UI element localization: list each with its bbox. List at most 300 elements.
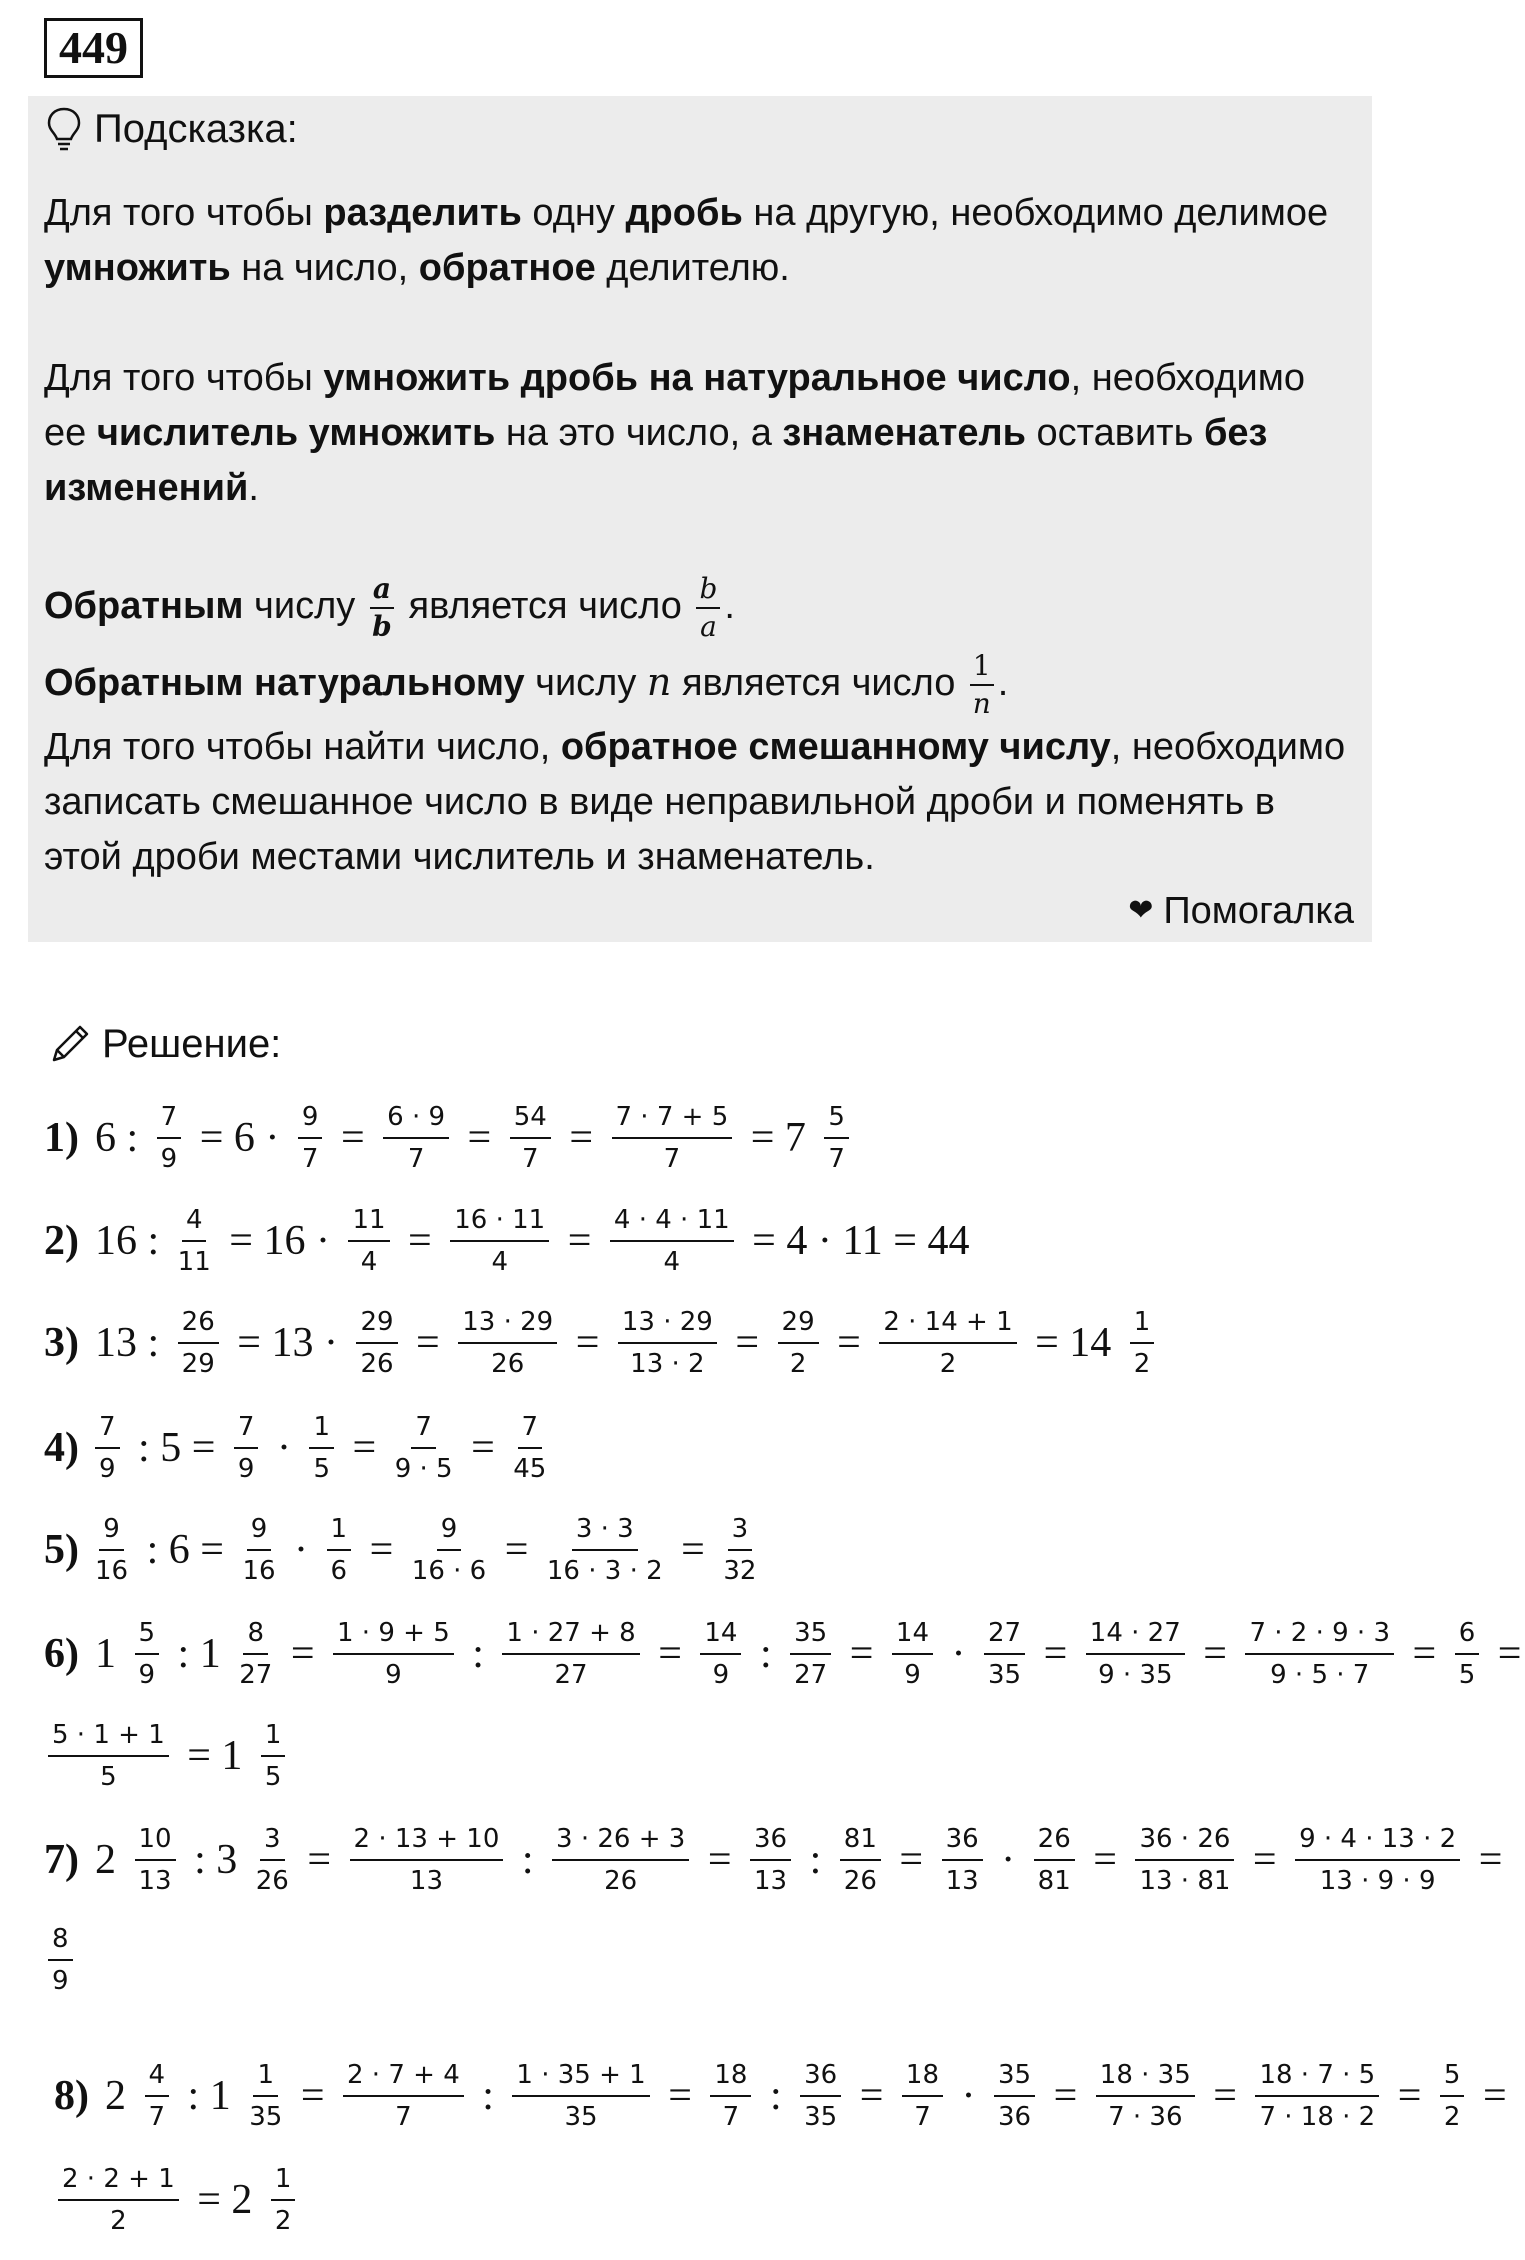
math-text: · [951, 2073, 987, 2119]
text: , необходимо ее [44, 357, 1306, 454]
hint-body [44, 186, 1354, 885]
numerator: 81 [840, 1822, 881, 1861]
fraction [48, 1922, 73, 1998]
hint-paragraph-2 [44, 351, 1354, 516]
denominator: 9 [712, 1660, 730, 1690]
denominator: 7 · 18 · 2 [1259, 2102, 1376, 2132]
denominator: b [372, 609, 392, 643]
fraction [135, 1822, 176, 1898]
fraction [800, 2058, 841, 2134]
math-text: = [558, 1115, 604, 1161]
fraction [1135, 1822, 1234, 1898]
math-text: = 7 [740, 1115, 817, 1161]
math-text: = [724, 1320, 770, 1366]
math-text: = [397, 1218, 443, 1264]
numerator: 6 · 9 [383, 1100, 449, 1139]
math-text: : [799, 1837, 832, 1883]
fraction [994, 2058, 1035, 2134]
denominator: 9 [99, 1454, 116, 1484]
numerator: 8 [243, 1616, 268, 1655]
denominator: a [700, 609, 717, 643]
solution-line [44, 1305, 1158, 1381]
hint-box [28, 96, 1372, 942]
fraction [750, 1822, 791, 1898]
fraction [95, 1512, 128, 1588]
text: Для того чтобы найти число, [44, 725, 561, 768]
denominator: 9 · 35 [1098, 1660, 1173, 1690]
numerator: 18 [902, 2058, 943, 2097]
fraction [824, 1100, 849, 1176]
numerator: 5 · 1 + 1 [48, 1718, 169, 1757]
numerator: 36 [800, 2058, 841, 2097]
hint-paragraph-4 [44, 646, 1354, 720]
hint-paragraph-1 [44, 186, 1354, 296]
text: является число [397, 585, 693, 627]
math-text: = [342, 1425, 387, 1471]
denominator: 26 [360, 1349, 394, 1379]
numerator: 1 · 35 + 1 [512, 2058, 649, 2097]
math-text: · [990, 1837, 1026, 1883]
math-text: 16 : [95, 1218, 170, 1264]
solution-header [46, 1020, 281, 1068]
bold-text: обратное смешанному числу [560, 725, 1111, 768]
solution-line [44, 1100, 853, 1176]
numerator: 3 [728, 1512, 753, 1551]
bold-text: дробь [625, 192, 743, 234]
fraction [700, 1616, 741, 1692]
denominator: 27 [239, 1660, 273, 1690]
fraction [234, 1410, 259, 1486]
fraction [348, 1203, 389, 1279]
numerator: 1 [327, 1512, 352, 1551]
math-text: = [849, 2073, 894, 2119]
numerator: 3 [260, 1822, 285, 1861]
numerator: 5 [135, 1616, 160, 1655]
numerator: 7 [518, 1410, 543, 1449]
numerator: 18 [710, 2058, 751, 2097]
denominator: 16 [95, 1556, 129, 1586]
math-text: = 6 · [189, 1115, 290, 1161]
fraction [1034, 1822, 1075, 1898]
denominator: 2 [274, 2206, 292, 2236]
fraction [309, 1410, 334, 1486]
fraction [95, 1410, 120, 1486]
numerator: 7 [95, 1410, 120, 1449]
solution-line [44, 1410, 550, 1486]
fraction [892, 1616, 933, 1692]
bold-text: Обратным [44, 585, 244, 627]
math-text: = [670, 1527, 716, 1573]
math-text: = [1033, 1631, 1078, 1677]
line-label: 2) [44, 1218, 79, 1264]
numerator: 2 · 13 + 10 [350, 1822, 504, 1861]
denominator: 2 [110, 2206, 127, 2236]
math-text: = [697, 1837, 743, 1883]
denominator: 35 [988, 1660, 1022, 1690]
text: Для того чтобы [44, 192, 324, 234]
text: числу [243, 585, 366, 627]
denominator: 4 [663, 1247, 681, 1277]
numerator: 14 [700, 1616, 741, 1655]
solution-line [44, 1203, 973, 1279]
math-text: = [657, 2073, 703, 2119]
denominator: 35 [564, 2102, 598, 2132]
fraction [1096, 2058, 1195, 2134]
numerator: 9 [99, 1512, 124, 1551]
heart-icon: ❤ [1128, 894, 1154, 927]
fraction [1086, 1616, 1185, 1692]
fraction [513, 1410, 546, 1486]
bold-text: умножить дробь на натуральное число [323, 357, 1071, 399]
math-text: = [888, 1837, 934, 1883]
math-text: : 3 [183, 1837, 248, 1883]
fraction [1255, 2058, 1379, 2134]
numerator: 1 [261, 1718, 286, 1757]
fraction [48, 1718, 169, 1794]
fraction [552, 1822, 689, 1898]
math-text: = 2 [186, 2177, 263, 2223]
bold-text: без изменений [44, 412, 1268, 509]
variable: n [646, 660, 672, 704]
numerator: 7 · 7 + 5 [612, 1100, 733, 1139]
denominator: 9 [138, 1660, 156, 1690]
math-text: = [1043, 2073, 1088, 2119]
numerator: 16 · 11 [450, 1203, 549, 1242]
fraction [157, 1100, 182, 1176]
fraction [696, 573, 720, 643]
numerator: 35 [994, 2058, 1035, 2097]
numerator: 1 [253, 2058, 278, 2097]
math-text: = [839, 1631, 884, 1677]
task-number: 449 [44, 18, 143, 78]
denominator: 7 [301, 1144, 319, 1174]
fraction [512, 2058, 649, 2134]
solution-line [44, 1822, 1506, 1898]
denominator: 35 [249, 2102, 283, 2132]
denominator: 27 [554, 1660, 588, 1690]
fraction [547, 1512, 663, 1588]
bold-text: знаменатель [782, 412, 1026, 454]
fraction [1245, 1616, 1394, 1692]
bold-text: обратное [418, 247, 596, 289]
denominator: 7 [828, 1144, 845, 1174]
numerator: 18 · 35 [1096, 2058, 1195, 2097]
denominator: 5 [100, 1762, 117, 1792]
fraction [261, 1718, 286, 1794]
denominator: 26 [255, 1866, 289, 1896]
denominator: 2 [789, 1349, 807, 1379]
line-label: 5) [44, 1527, 79, 1573]
fraction [370, 573, 394, 643]
denominator: 13 · 2 [630, 1349, 705, 1379]
math-text: = 13 · [226, 1320, 349, 1366]
denominator: 7 [722, 2102, 740, 2132]
numerator: 6 [1455, 1616, 1480, 1655]
denominator: 9 · 5 [394, 1454, 453, 1484]
denominator: 9 [52, 1966, 69, 1996]
solution-line [54, 2058, 1511, 2134]
line-label: 7) [44, 1837, 79, 1883]
hint-header [46, 106, 298, 152]
numerator: 1 [271, 2162, 296, 2201]
denominator: 9 [904, 1660, 921, 1690]
math-text: : [759, 2073, 793, 2119]
fraction [395, 1410, 453, 1486]
line-label: 6) [44, 1631, 79, 1677]
denominator: 5 [1458, 1660, 1476, 1690]
numerator: 29 [778, 1305, 819, 1344]
fraction [502, 1616, 639, 1692]
numerator: 29 [356, 1305, 397, 1344]
math-text: 2 [95, 1837, 127, 1883]
fraction [510, 1100, 551, 1176]
numerator: 4 [182, 1203, 207, 1242]
math-text: = [1202, 2073, 1248, 2119]
fraction [256, 1822, 289, 1898]
denominator: 7 [407, 1144, 425, 1174]
numerator: 7 [157, 1100, 182, 1139]
lightbulb-icon [46, 106, 82, 152]
numerator: 13 · 29 [458, 1305, 557, 1344]
math-text: · [266, 1425, 302, 1471]
fraction [1130, 1305, 1155, 1381]
denominator: 13 · 81 [1139, 1866, 1231, 1896]
denominator: 13 [409, 1866, 443, 1896]
denominator: 26 [843, 1866, 877, 1896]
fraction [450, 1203, 549, 1279]
text: оставить [1025, 412, 1204, 454]
fraction [383, 1100, 449, 1176]
bold-text: разделить [323, 192, 522, 234]
numerator: 1 · 9 + 5 [333, 1616, 454, 1655]
math-text: = [330, 1115, 376, 1161]
math-text: = [296, 1837, 342, 1883]
denominator: 7 [395, 2102, 412, 2132]
denominator: 7 [148, 2102, 166, 2132]
denominator: 36 [998, 2102, 1032, 2132]
hint-title: Подсказка: [94, 106, 298, 151]
denominator: 45 [513, 1454, 547, 1484]
numerator: 27 [984, 1616, 1025, 1655]
denominator: 2 [939, 1349, 957, 1379]
denominator: 9 [385, 1660, 402, 1690]
fraction [458, 1305, 557, 1381]
math-text: = [290, 2073, 335, 2119]
numerator: 18 · 7 · 5 [1255, 2058, 1379, 2097]
math-text: = [1242, 1837, 1288, 1883]
math-text: : [471, 2073, 505, 2119]
numerator: 2 · 2 + 1 [58, 2162, 179, 2201]
math-text: = 4 · 11 = 44 [741, 1218, 970, 1264]
denominator: 35 [804, 2102, 838, 2132]
denominator: 29 [181, 1349, 215, 1379]
bold-text: Обратным натуральному [44, 662, 525, 704]
denominator: 16 · 3 · 2 [546, 1556, 663, 1586]
denominator: 5 [264, 1762, 282, 1792]
math-text: 2 [105, 2073, 137, 2119]
denominator: 6 [330, 1556, 348, 1586]
math-text: = [1468, 1837, 1503, 1883]
fraction [723, 1512, 756, 1588]
bold-text: умножить [44, 247, 231, 289]
denominator: 27 [794, 1660, 828, 1690]
hint-paragraph-5 [44, 720, 1354, 885]
math-text: = [557, 1218, 602, 1264]
numerator: 36 · 26 [1135, 1822, 1234, 1861]
text: . [724, 585, 735, 627]
fraction [343, 2058, 464, 2134]
denominator: n [972, 686, 991, 720]
denominator: 13 · 9 · 9 [1319, 1866, 1436, 1896]
math-text: : 1 [177, 2073, 242, 2119]
solution-line [44, 1922, 77, 1998]
numerator: 5 [1440, 2058, 1465, 2097]
math-text: : 6 = [136, 1527, 235, 1573]
denominator: 9 · 5 · 7 [1270, 1660, 1370, 1690]
fraction [145, 2058, 170, 2134]
signature [1128, 886, 1354, 936]
numerator: 2 · 14 + 1 [879, 1305, 1016, 1344]
fraction [58, 2162, 179, 2238]
denominator: 16 · 6 [411, 1556, 487, 1586]
math-text: = [565, 1320, 610, 1366]
math-text: · [283, 1527, 319, 1573]
math-text: = [1472, 2073, 1507, 2119]
numerator: 7 · 2 · 9 · 3 [1245, 1616, 1394, 1655]
fraction [135, 1616, 160, 1692]
hint-paragraph-3 [44, 566, 1354, 646]
math-text: : 1 [167, 1631, 232, 1677]
numerator: 3 · 26 + 3 [552, 1822, 689, 1861]
math-text: = [1387, 2073, 1432, 2119]
numerator: 26 [1034, 1822, 1075, 1861]
math-text: : [749, 1631, 783, 1677]
fraction [778, 1305, 819, 1381]
fraction [178, 1203, 211, 1279]
numerator: 26 [178, 1305, 219, 1344]
pencil-icon [46, 1020, 94, 1068]
text: на другую, необходимо делимое [742, 192, 1329, 234]
math-text: 6 : [95, 1115, 149, 1161]
numerator: 36 [942, 1822, 983, 1861]
numerator: 7 [411, 1410, 436, 1449]
denominator: 7 · 36 [1108, 2102, 1183, 2132]
text: . [248, 467, 259, 509]
numerator: 4 · 4 · 11 [610, 1203, 734, 1242]
numerator: 9 [247, 1512, 272, 1551]
numerator: 11 [348, 1203, 389, 1242]
numerator: 8 [48, 1922, 73, 1961]
fraction [242, 1512, 275, 1588]
solution-line [44, 1512, 760, 1588]
numerator: 1 [309, 1410, 334, 1449]
math-text: = [826, 1320, 872, 1366]
fraction [350, 1822, 504, 1898]
fraction [618, 1305, 717, 1381]
numerator: 9 · 4 · 13 · 2 [1295, 1822, 1460, 1861]
fraction [840, 1822, 881, 1898]
line-label: 4) [44, 1425, 79, 1471]
denominator: 2 [1443, 2102, 1461, 2132]
solution-title: Решение: [102, 1021, 282, 1066]
math-text: = [460, 1425, 506, 1471]
denominator: 13 [138, 1866, 172, 1896]
fraction [710, 2058, 751, 2134]
numerator: 5 [824, 1100, 849, 1139]
fraction [879, 1305, 1016, 1381]
denominator: 9 [160, 1144, 178, 1174]
text: . [997, 662, 1009, 704]
text: на число, [230, 247, 419, 289]
numerator: 7 [234, 1410, 259, 1449]
numerator: 9 [298, 1100, 323, 1139]
signature-text: Помогалка [1163, 890, 1354, 932]
numerator: 14 [892, 1616, 933, 1655]
math-text: : 5 = [127, 1425, 226, 1471]
numerator: 54 [510, 1100, 551, 1139]
math-text: = [647, 1631, 693, 1677]
numerator: 1 [970, 650, 994, 686]
numerator: 4 [145, 2058, 170, 2097]
denominator: 4 [360, 1247, 378, 1277]
solution-line [54, 2162, 299, 2238]
fraction [1295, 1822, 1460, 1898]
numerator: 10 [135, 1822, 176, 1861]
denominator: 13 [945, 1866, 979, 1896]
text: делителю. [595, 247, 790, 289]
denominator: 16 [242, 1556, 276, 1586]
denominator: 5 [313, 1454, 330, 1484]
math-text: = [280, 1631, 325, 1677]
text: на это число, а [495, 412, 783, 454]
math-text: = [457, 1115, 502, 1161]
math-text: = 16 · [218, 1218, 341, 1264]
fraction [412, 1512, 486, 1588]
numerator: a [370, 573, 394, 609]
math-text: 13 : [95, 1320, 170, 1366]
fraction [333, 1616, 454, 1692]
numerator: b [696, 573, 720, 609]
numerator: 1 [1130, 1305, 1155, 1344]
numerator: 2 · 7 + 4 [343, 2058, 464, 2097]
math-text: = 14 [1024, 1320, 1122, 1366]
fraction [942, 1822, 983, 1898]
numerator: 1 · 27 + 8 [502, 1616, 639, 1655]
math-text: = [359, 1527, 404, 1573]
math-text: = [1487, 1631, 1522, 1677]
denominator: 26 [491, 1349, 525, 1379]
denominator: 2 [1133, 1349, 1151, 1379]
line-label: 8) [54, 2073, 89, 2119]
numerator: 14 · 27 [1086, 1616, 1185, 1655]
text: Для того чтобы [44, 357, 324, 399]
denominator: 7 [663, 1144, 681, 1174]
math-text: = [1082, 1837, 1128, 1883]
fraction [271, 2162, 296, 2238]
fraction [298, 1100, 323, 1176]
numerator: 3 · 3 [572, 1512, 638, 1551]
math-text: = [1192, 1631, 1238, 1677]
fraction [1455, 1616, 1480, 1692]
fraction [356, 1305, 397, 1381]
fraction [239, 1616, 272, 1692]
math-text: = [494, 1527, 539, 1573]
math-text: : [461, 1631, 495, 1677]
line-label: 1) [44, 1115, 79, 1161]
fraction [327, 1512, 352, 1588]
line-label: 3) [44, 1320, 79, 1366]
solution-line [44, 1718, 289, 1794]
